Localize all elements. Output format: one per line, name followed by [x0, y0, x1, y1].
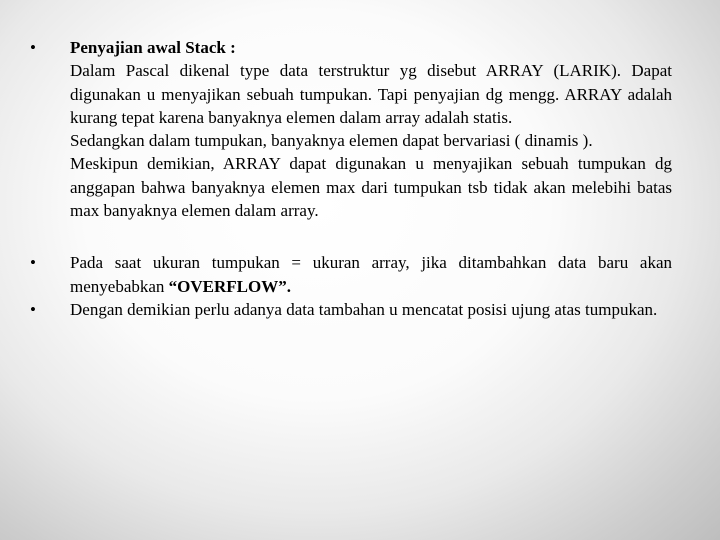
slide-content: [30, 36, 672, 321]
overflow-text: Pada saat ukuran tumpukan = ukuran array, jika ditambahkan data baru akan menyebabkan: [70, 253, 672, 296]
paragraph-dynamic-elements: Sedangkan dalam tumpukan, banyaknya elemen dapat bervariasi ( dinamis ).: [70, 131, 593, 151]
paragraph-array-usage: Meskipun demikian, ARRAY dapat digunakan u menyajikan sebuah tumpukan dg anggapan bahwa banyaknya elemen max dari tumpukan tsb tidak akan melebihi batas max banyaknya elemen dalam array.: [70, 154, 672, 221]
bullet-item-overflow: [30, 251, 672, 298]
section-heading: Penyajian awal Stack :: [70, 38, 236, 57]
paragraph-top-pointer: Dengan demikian perlu adanya data tambahan u mencatat posisi ujung atas tumpukan.: [70, 299, 658, 319]
bullet-marker: •: [30, 299, 36, 319]
bullet-item-penyajian-awal-stack: [30, 36, 672, 222]
paragraph-overflow: [70, 251, 672, 298]
paragraph-array-intro: Dalam Pascal dikenal type data terstruktur yg disebut ARRAY (LARIK). Dapat digunakan u menyajikan sebuah tumpukan. Tapi penyajian dg mengg. ARRAY adalah kurang tepat karena banyaknya elemen dalam array adalah statis.: [70, 61, 672, 127]
bullet-marker: •: [30, 253, 36, 273]
overflow-emphasis: “OVERFLOW”.: [168, 276, 291, 296]
bullet-marker: •: [30, 38, 36, 57]
bullet-item-top-pointer: [30, 298, 672, 321]
